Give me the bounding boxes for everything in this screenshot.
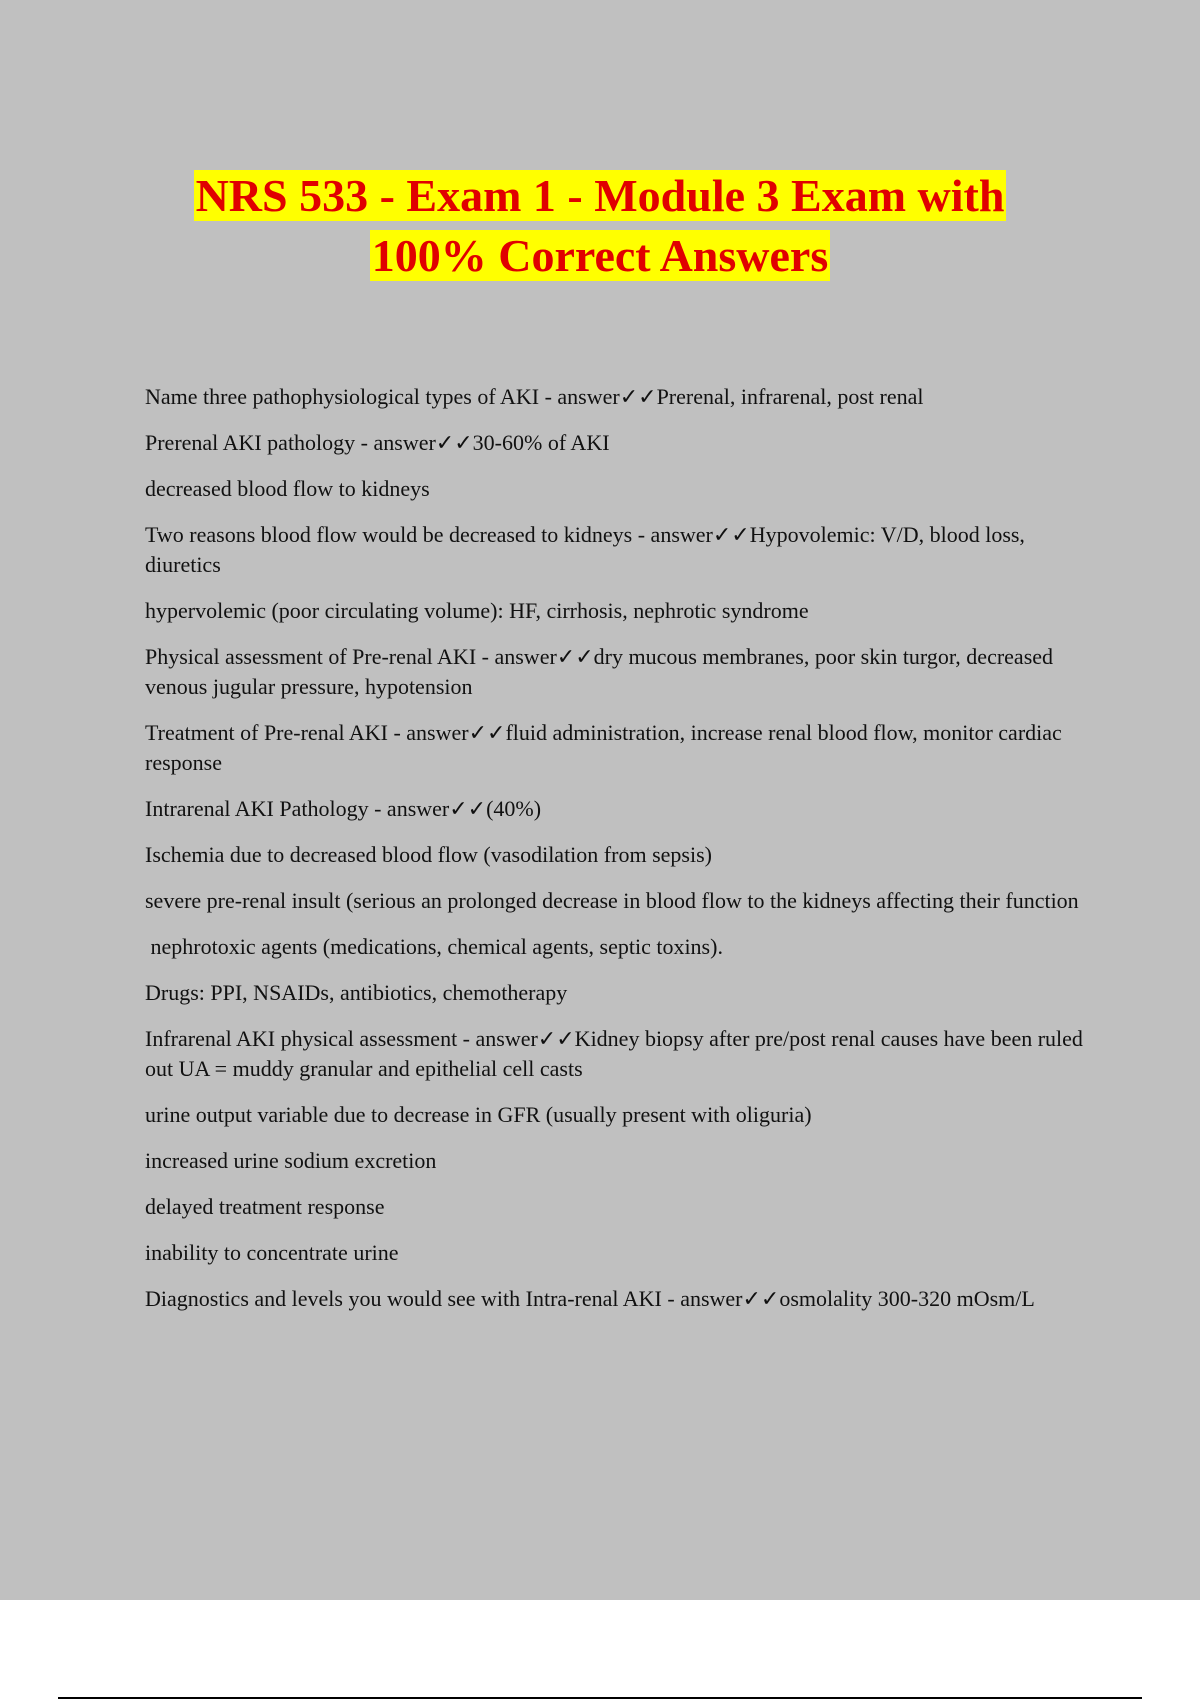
paragraph: hypervolemic (poor circulating volume): HF, cirrhosis, nephrotic syndrome: [145, 598, 809, 623]
paragraph: Diagnostics and levels you would see with Intra-renal AKI - answer✓✓osmolality 300-320 mOsm/L: [145, 1286, 1035, 1311]
paragraph: Treatment of Pre-renal AKI - answer✓✓fluid administration, increase renal blood flow, monitor cardiac response: [145, 720, 1068, 775]
paragraph: Name three pathophysiological types of AKI - answer✓✓Prerenal, infrarenal, post renal: [145, 384, 924, 409]
document-body: [145, 382, 1090, 1330]
paragraph: Drugs: PPI, NSAIDs, antibiotics, chemotherapy: [145, 980, 568, 1005]
document-title: [0, 166, 1200, 286]
paragraph: Physical assessment of Pre-renal AKI - answer✓✓dry mucous membranes, poor skin turgor, decreased venous jugular pressure, hypotension: [145, 644, 1059, 699]
paragraph: decreased blood flow to kidneys: [145, 476, 430, 501]
paragraph: Ischemia due to decreased blood flow (vasodilation from sepsis): [145, 842, 712, 867]
paragraph: urine output variable due to decrease in GFR (usually present with oliguria): [145, 1102, 812, 1127]
paragraph: Prerenal AKI pathology - answer✓✓30-60% of AKI: [145, 430, 610, 455]
paragraph: increased urine sodium excretion: [145, 1148, 437, 1173]
paragraph: delayed treatment response: [145, 1194, 385, 1219]
paragraph: inability to concentrate urine: [145, 1240, 399, 1265]
paragraph: nephrotoxic agents (medications, chemical agents, septic toxins).: [145, 934, 723, 959]
title-line-2: 100% Correct Answers: [371, 230, 829, 281]
paragraph: Two reasons blood flow would be decreased to kidneys - answer✓✓Hypovolemic: V/D, blood loss, diuretics: [145, 522, 1031, 577]
paragraph: Infrarenal AKI physical assessment - answer✓✓Kidney biopsy after pre/post renal causes have been ruled out UA = muddy granular and epithelial cell casts: [145, 1026, 1089, 1081]
paragraph: Intrarenal AKI Pathology - answer✓✓(40%): [145, 796, 542, 821]
title-line-1: NRS 533 - Exam 1 - Module 3 Exam with: [195, 170, 1005, 221]
footer-divider: [58, 1697, 1142, 1699]
paragraph: severe pre-renal insult (serious an prolonged decrease in blood flow to the kidneys affecting their function: [145, 888, 1079, 913]
